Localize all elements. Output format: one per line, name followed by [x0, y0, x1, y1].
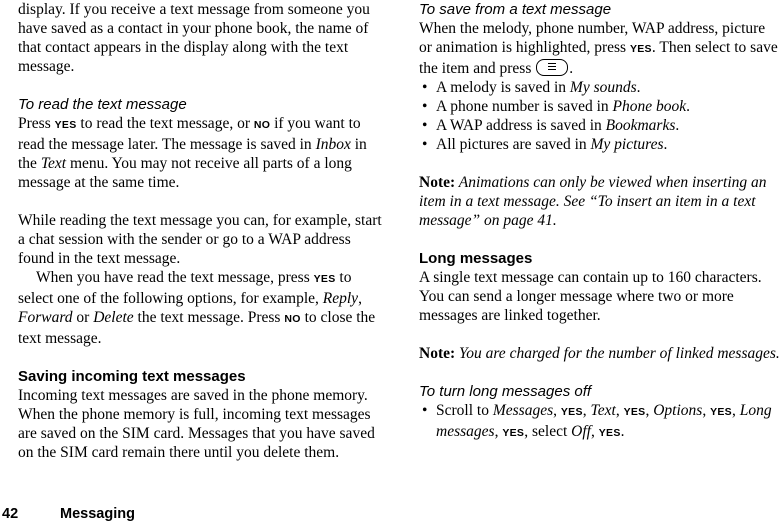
intro-paragraph: display. If you receive a text message from someone you have saved as a contact in your phone book, the name of that contact appears in the display along with the text message. — [18, 1, 370, 75]
read-heading: To read the text message — [18, 96, 187, 113]
long-messages-heading: Long messages — [419, 250, 533, 267]
read-paragraph: Press YES to read the text message, or NO if you want to read the message later. The message is saved in Inbox in the Text menu. You may not receive all parts of a long message at the same time. — [18, 115, 367, 191]
reading-paragraph: While reading the text message you can, for example, start a chat session with the sender or go to a WAP address found in the text message. — [18, 212, 382, 267]
page-number: 42 — [2, 506, 19, 522]
list-item: • A WAP address is saved in Bookmarks. — [422, 117, 680, 134]
yes-key: YES — [313, 273, 336, 285]
note-animations: Note: Animations can only be viewed when inserting an item in a text message. See “To insert an item in a text message” on page 41. — [419, 174, 767, 229]
note-charged: Note: You are charged for the number of linked messages. — [419, 345, 780, 362]
no-key: NO — [253, 119, 271, 131]
saving-paragraph: Incoming text messages are saved in the phone memory. When the phone memory is full, incoming text messages are saved on the SIM card. Messages that you have saved on the SIM card remain there until you delete them. — [18, 387, 375, 461]
section-title: Messaging — [60, 506, 135, 522]
yes-key: YES — [54, 119, 77, 131]
save-heading: To save from a text message — [419, 1, 612, 18]
save-paragraph: When the melody, phone number, WAP address, picture or animation is highlighted, press YES. Then select to save the item and press . — [419, 20, 778, 77]
list-item: • A melody is saved in My sounds. — [422, 79, 641, 96]
turn-off-heading: To turn long messages off — [419, 383, 592, 400]
right-column — [419, 0, 780, 443]
turn-off-steps — [419, 401, 780, 443]
long-messages-paragraph: A single text message can contain up to 160 characters. You can send a longer message where two or more messages are linked together. — [419, 269, 762, 324]
menu-key-icon — [536, 59, 568, 76]
saving-heading: Saving incoming text messages — [18, 368, 246, 385]
save-locations-list — [419, 78, 780, 154]
no-key: NO — [284, 313, 301, 325]
left-column — [18, 0, 382, 462]
list-item: • All pictures are saved in My pictures. — [422, 136, 668, 153]
list-item: • A phone number is saved in Phone book. — [422, 98, 690, 115]
yes-key: YES — [629, 43, 652, 55]
list-item: • Scroll to Messages, YES, Text, YES, Options, YES, Long messages, YES, select Off, YES. — [422, 402, 772, 440]
after-read-paragraph: When you have read the text message, press YES to select one of the following options, for example, Reply, Forward or Delete the text message. Press NO to close the text message. — [18, 269, 376, 347]
